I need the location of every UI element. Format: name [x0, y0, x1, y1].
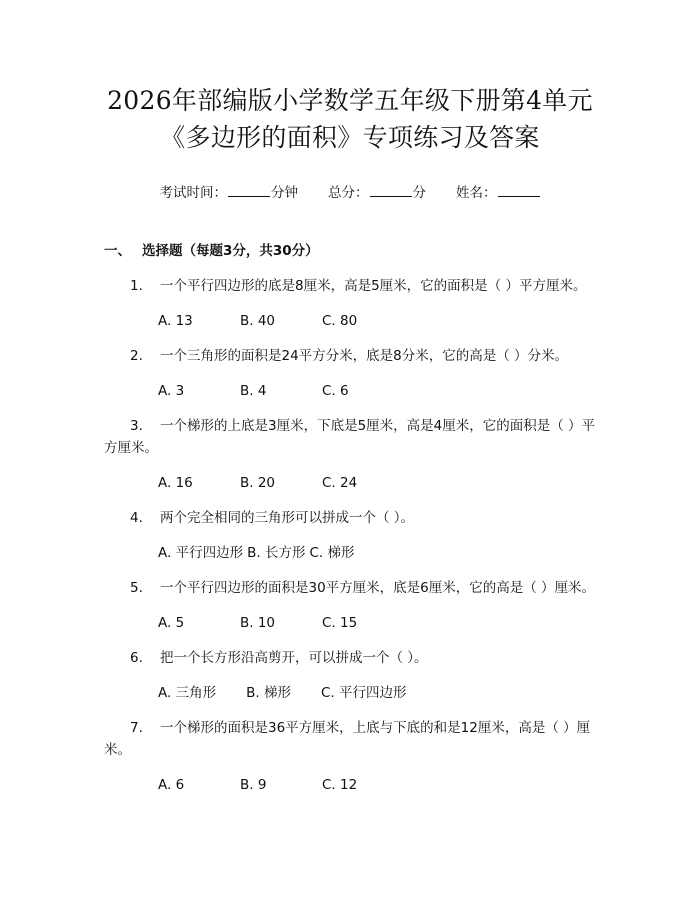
question-number: 5.	[130, 580, 143, 596]
question-text: 两个完全相同的三角形可以拼成一个（ ）。	[160, 510, 415, 526]
option-c[interactable]: C. 24	[322, 475, 358, 491]
time-label: 考试时间：	[159, 185, 227, 201]
question-5	[104, 577, 596, 599]
option-c[interactable]: C. 15	[322, 615, 358, 631]
question-number: 4.	[130, 510, 143, 526]
exam-time	[160, 182, 299, 203]
question-2	[104, 345, 596, 367]
option-b[interactable]: B. 9	[240, 777, 267, 793]
question-number: 7.	[130, 720, 143, 736]
question-text: 一个三角形的面积是24平方分米，底是8分米，它的高是（ ）分米。	[160, 348, 569, 364]
question-text: 一个梯形的面积是36平方厘米，上底与下底的和是12厘米，高是（ ）厘米。	[104, 720, 591, 758]
page-title	[104, 82, 596, 156]
name-label: 姓名：	[456, 185, 497, 201]
option-b[interactable]: B. 梯形	[246, 685, 291, 701]
section-title: 选择题（每题3分，共30分）	[142, 243, 319, 259]
option-b[interactable]: B. 20	[240, 475, 276, 491]
option-b[interactable]: B. 4	[240, 383, 267, 399]
question-3	[104, 415, 596, 459]
question-6-options	[104, 683, 596, 703]
option-a[interactable]: A. 平行四边形	[158, 545, 244, 561]
score-unit: 分	[412, 185, 426, 201]
score-label: 总分：	[328, 185, 369, 201]
option-a[interactable]: A. 16	[158, 475, 193, 491]
name-blank[interactable]	[498, 182, 540, 197]
time-unit: 分钟	[271, 185, 298, 201]
option-c[interactable]: C. 6	[322, 383, 349, 399]
question-1	[104, 275, 596, 297]
option-c[interactable]: C. 80	[322, 313, 358, 329]
question-3-options	[104, 473, 596, 493]
question-number: 1.	[130, 278, 143, 294]
option-c[interactable]: C. 平行四边形	[320, 685, 407, 701]
title-line-2: 《多边形的面积》专项练习及答案	[160, 123, 540, 152]
option-b[interactable]: B. 10	[240, 615, 276, 631]
question-1-options	[104, 311, 596, 331]
option-c[interactable]: C. 12	[322, 777, 358, 793]
time-blank[interactable]	[228, 182, 270, 197]
question-number: 6.	[130, 650, 143, 666]
question-4	[104, 507, 596, 529]
option-a[interactable]: A. 3	[158, 383, 185, 399]
question-6	[104, 647, 596, 669]
option-a[interactable]: A. 5	[158, 615, 185, 631]
section-heading	[104, 241, 596, 261]
question-2-options	[104, 381, 596, 401]
exam-meta	[104, 182, 596, 203]
option-a[interactable]: A. 三角形	[158, 685, 217, 701]
question-text: 一个平行四边形的面积是30平方厘米，底是6厘米，它的高是（ ）厘米。	[160, 580, 596, 596]
question-4-options	[104, 543, 596, 563]
title-line-1: 2026年部编版小学数学五年级下册第4单元	[107, 86, 593, 115]
option-c[interactable]: C. 梯形	[309, 545, 355, 561]
question-number: 2.	[130, 348, 143, 364]
section-number: 一、	[104, 243, 131, 259]
question-7	[104, 717, 596, 761]
option-a[interactable]: A. 13	[158, 313, 193, 329]
exam-name	[456, 182, 541, 203]
question-text: 把一个长方形沿高剪开，可以拼成一个（ ）。	[160, 650, 428, 666]
question-7-options	[104, 775, 596, 795]
option-b[interactable]: B. 长方形	[247, 545, 306, 561]
score-blank[interactable]	[370, 182, 412, 197]
question-text: 一个梯形的上底是3厘米，下底是5厘米，高是4厘米，它的面积是（ ）平方厘米。	[104, 418, 596, 456]
exam-score	[328, 182, 426, 203]
question-text: 一个平行四边形的底是8厘米，高是5厘米，它的面积是（ ）平方厘米。	[160, 278, 587, 294]
option-b[interactable]: B. 40	[240, 313, 276, 329]
question-number: 3.	[130, 418, 143, 434]
option-a[interactable]: A. 6	[158, 777, 185, 793]
question-5-options	[104, 613, 596, 633]
